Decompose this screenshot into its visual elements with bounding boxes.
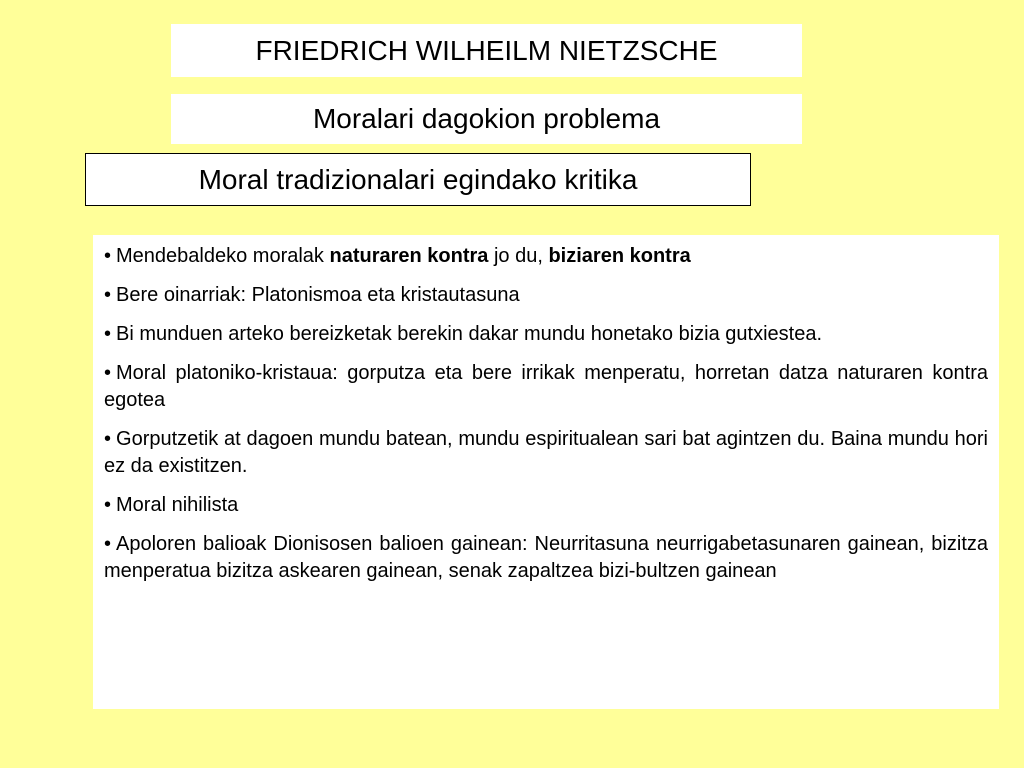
bullet-text: Moral platoniko-kristaua: gorputza eta bere irrikak menperatu, horretan datza naturaren kontra egotea bbox=[104, 362, 988, 411]
bullet-dot-icon: • bbox=[104, 533, 112, 555]
bullet-text: Bi munduen arteko bereizketak berekin dakar mundu honetako bizia gutxiestea. bbox=[116, 323, 823, 345]
bullet-dot-icon: • bbox=[104, 428, 112, 450]
bullet-text: Moral nihilista bbox=[116, 494, 239, 516]
bullet-item bbox=[104, 243, 988, 270]
bullet-item bbox=[104, 282, 988, 309]
section-heading: Moral tradizionalari egindako kritika bbox=[85, 153, 751, 206]
bullet-text: Gorputzetik at dagoen mundu batean, mundu espiritualean sari bat agintzen du. Baina mundu hori ez da existitzen. bbox=[104, 428, 988, 477]
bullet-dot-icon: • bbox=[104, 284, 112, 306]
slide-title: FRIEDRICH WILHEILM NIETZSCHE bbox=[171, 24, 802, 77]
bullet-text: Bere oinarriak: Platonismoa eta kristautasuna bbox=[116, 284, 520, 306]
bullet-text: Apoloren balioak Dionisosen balioen gainean: Neurritasuna neurrigabetasunaren gainean, bizitza menperatua bizitza askearen gainean, senak zapaltzea bizi-bultzen gainean bbox=[104, 533, 988, 582]
bullet-dot-icon: • bbox=[104, 494, 112, 516]
bullet-dot-icon: • bbox=[104, 362, 112, 384]
bullet-list bbox=[104, 243, 988, 585]
bullet-dot-icon: • bbox=[104, 245, 112, 267]
bullet-item bbox=[104, 321, 988, 348]
bullet-text: Mendebaldeko moralak bbox=[116, 245, 330, 267]
bullet-item bbox=[104, 531, 988, 585]
bullet-item bbox=[104, 426, 988, 480]
bullet-bold-text: biziaren kontra bbox=[548, 245, 691, 267]
bullet-item bbox=[104, 492, 988, 519]
bullet-text: jo du, bbox=[488, 245, 549, 267]
bullet-bold-text: naturaren kontra bbox=[329, 245, 489, 267]
bullet-dot-icon: • bbox=[104, 323, 112, 345]
content-panel bbox=[93, 235, 999, 709]
slide-subtitle: Moralari dagokion problema bbox=[171, 94, 802, 144]
bullet-item bbox=[104, 360, 988, 414]
